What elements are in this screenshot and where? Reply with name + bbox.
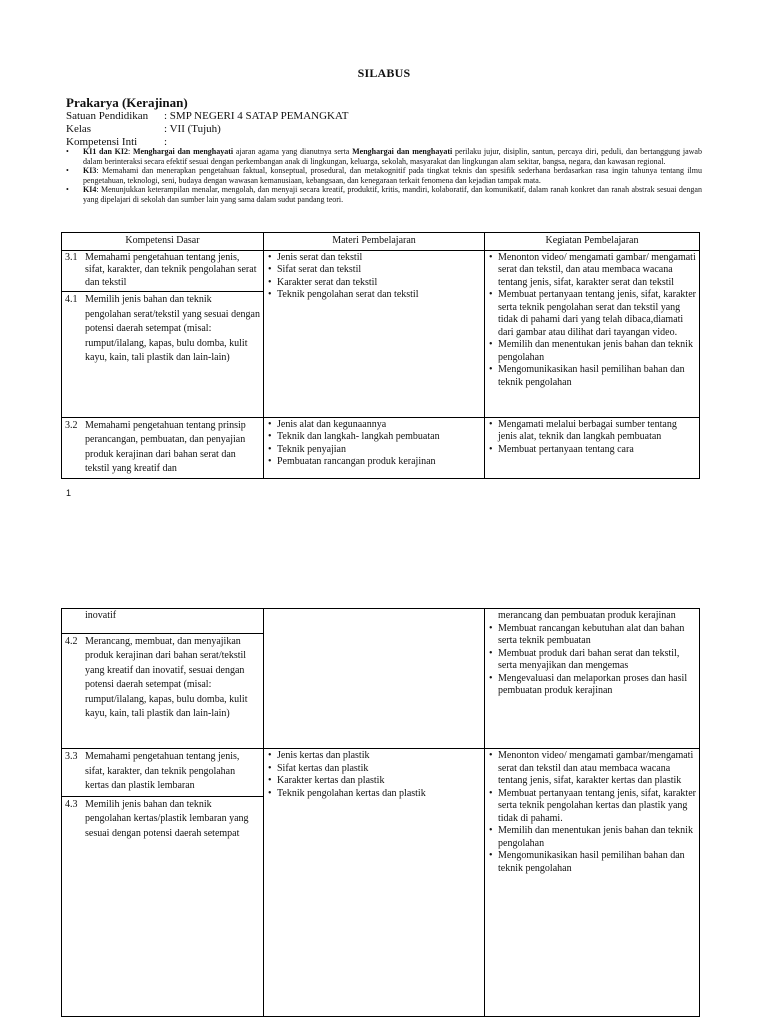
kd-item <box>65 750 260 794</box>
materi-list <box>267 419 481 469</box>
list-item: • Sifat serat dan tekstil <box>267 264 481 277</box>
list-item: • Teknik pengolahan kertas dan plastik <box>267 788 481 801</box>
bullet-icon: • <box>66 147 69 156</box>
bullet-icon: • <box>66 185 69 194</box>
kd-text: Memilih jenis bahan dan teknik pengolahan serat/tekstil yang sesuai dengan potensi daerah setempat (misal: rumput/ilalang, kapas, bulu domba, kulit kayu, kain, tali plastik dan lain-lain) <box>85 294 260 363</box>
list-item: • Karakter serat dan tekstil <box>267 277 481 290</box>
list-item: • Pembuatan rancangan produk kerajinan <box>267 456 481 469</box>
kegiatan-list <box>488 419 696 457</box>
list-item: • Jenis serat dan tekstil <box>267 252 481 265</box>
kd-text: Memilih jenis bahan dan teknik pengolahan kertas/plastik lembaran yang sesuai dengan potensi daerah setempat <box>85 798 249 839</box>
ki-sep: : <box>96 166 102 175</box>
materi-cell <box>264 417 485 478</box>
info-row-school <box>66 110 348 122</box>
header-kompetensi-dasar: Kompetensi Dasar <box>62 233 264 251</box>
info-label: Kompetensi Inti <box>66 136 138 148</box>
kd-cell <box>62 609 264 749</box>
info-label: Satuan Pendidikan <box>66 110 149 122</box>
list-item: • Teknik pengolahan serat dan tekstil <box>267 289 481 302</box>
table-row <box>62 749 700 1017</box>
materi-list <box>267 252 481 302</box>
kd-item <box>62 633 263 723</box>
info-value: : <box>164 136 168 148</box>
kd-number: 3.1 <box>65 251 78 263</box>
kd-item <box>65 419 260 477</box>
bullet-icon: • <box>66 166 69 175</box>
list-item: • Mengomunikasikan hasil pemilihan bahan dan teknik pengolahan <box>488 364 696 389</box>
kegiatan-continuation: merancang dan pembuatan produk kerajinan <box>498 610 676 621</box>
info-label: Kelas <box>66 123 92 135</box>
kd-text: Memahami pengetahuan tentang prinsip perancangan, pembuatan, dan penyajian produk kerajinan dari bahan serat dan tekstil yang kreatif dan <box>85 419 246 474</box>
kegiatan-list <box>488 252 696 390</box>
materi-cell <box>264 609 485 749</box>
kd-number: 4.2 <box>65 635 78 647</box>
ki-lead: KI4 <box>83 185 97 194</box>
list-item: • Mengomunikasikan hasil pemilihan bahan dan teknik pengolahan <box>488 850 696 875</box>
ki-bold: Menghargai dan menghayati <box>352 147 453 156</box>
table-row <box>62 250 700 417</box>
kegiatan-cell <box>485 749 700 1017</box>
list-item: • Jenis kertas dan plastik <box>267 750 481 763</box>
list-item: • Teknik penyajian <box>267 444 481 457</box>
kd-continuation: inovatif <box>85 610 117 621</box>
list-item: • Memilih dan menentukan jenis bahan dan teknik pengolahan <box>488 825 696 850</box>
list-item: • Sifat kertas dan plastik <box>267 763 481 776</box>
list-item: • Membuat pertanyaan tentang cara <box>488 444 696 457</box>
kd-item <box>62 796 263 843</box>
list-item: • Menonton video/ mengamati gambar/mengamati serat dan tekstil dan atau membaca wacana tentang jenis, sifat, karakter kertas dan plastik <box>488 750 696 788</box>
list-item: • Memilih dan menentukan jenis bahan dan teknik pengolahan <box>488 339 696 364</box>
kegiatan-list <box>488 623 696 698</box>
kd-number: 4.3 <box>65 798 78 810</box>
ki-text: Memahami dan menerapkan pengetahuan faktual, konseptual, prosedural, dan metakognitif pada tingkat teknis dan spesifik sederhana berdasarkan rasa ingin tahunya tentang ilmu pengetahuan, teknologi, seni, budaya dengan wawasan kemanusiaan, kebangsaan, dan kenegaraan terkait fenomena dan kejadian tampak mata. <box>83 166 703 185</box>
info-value: : VII (Tujuh) <box>164 123 221 135</box>
kegiatan-cell <box>485 250 700 417</box>
kd-text: Memahami pengetahuan tentang jenis, sifat, karakter, dan teknik pengolahan kertas dan plastik lembaran <box>85 751 240 791</box>
kd-cell <box>62 749 264 1017</box>
ki-text: Menunjukkan keterampilan menalar, mengolah, dan menyaji secara kreatif, produktif, kritis, mandiri, kolaboratif, dan komunikatif, dalam ranah konkret dan ranah abstrak sesuai dengan yang dipelajari di sekolah dan sumber lain yang sama dalam sudut pandang teori. <box>83 185 702 204</box>
kd-number: 4.1 <box>65 294 78 305</box>
list-item: • Jenis alat dan kegunaannya <box>267 419 481 432</box>
kd-item <box>62 291 263 367</box>
table-row <box>62 417 700 478</box>
ki-lead: KI3 <box>83 166 97 175</box>
materi-list <box>267 750 481 800</box>
header-materi: Materi Pembelajaran <box>264 233 485 251</box>
ki-item-4 <box>66 185 702 204</box>
document-title: SILABUS <box>357 66 411 80</box>
kd-text: Merancang, membuat, dan menyajikan produk kerajinan dari bahan serat/tekstil yang kreatif dan inovatif, sesuai dengan potensi daerah setempat (misal: rumput/ilalang, kapas, bulu domba, kulit kayu, kain, tali plastik dan lain-lain) <box>85 635 248 719</box>
kd-cell <box>62 250 264 417</box>
subject-heading: Prakarya (Kerajinan) <box>66 95 188 110</box>
ki-text: ajaran agama yang dianutnya serta <box>233 147 353 156</box>
list-item: • Teknik dan langkah- langkah pembuatan <box>267 431 481 444</box>
kd-number: 3.3 <box>65 751 78 762</box>
kegiatan-cell <box>485 609 700 749</box>
ki-item-3 <box>66 166 702 185</box>
list-item: • Menonton video/ mengamati gambar/ mengamati serat dan tekstil, dan atau membaca wacana tentang jenis, sifat, karakter serat dan tekstil <box>488 252 696 290</box>
header-kegiatan: Kegiatan Pembelajaran <box>485 233 700 251</box>
kd-number: 3.2 <box>65 419 78 431</box>
syllabus-table-page-2 <box>61 608 700 1017</box>
list-item: • Mengamati melalui berbagai sumber tentang jenis alat, teknik dan langkah pembuatan <box>488 419 696 444</box>
table-header-row <box>62 233 700 251</box>
kd-item <box>65 252 260 290</box>
ki-item-1-2 <box>66 147 702 166</box>
list-item: • Karakter kertas dan plastik <box>267 775 481 788</box>
kegiatan-cell <box>485 417 700 478</box>
materi-cell <box>264 749 485 1017</box>
ki-text: perilaku jujur, disiplin, santun, percaya diri, peduli, dan bertanggung jawab dalam berinteraksi secara efektif sesuai dengan perkembangan anak di lingkungan, keluarga, sekolah, masyarakat dan lingkungan alam sekitar, bangsa, negara, dan kawasan regional. <box>83 147 702 166</box>
list-item: • Membuat rancangan kebutuhan alat dan bahan serta teknik pembuatan <box>488 623 696 648</box>
kegiatan-list <box>488 750 696 875</box>
materi-cell <box>264 250 485 417</box>
ki-sep: : <box>128 147 133 156</box>
info-row-class <box>66 123 221 135</box>
list-item: • Membuat produk dari bahan serat dan tekstil, serta menyajikan dan mengemas <box>488 648 696 673</box>
kd-cell <box>62 417 264 478</box>
kd-text: Memahami pengetahuan tentang jenis, sifat, karakter, dan teknik pengolahan serat dan tekstil <box>85 251 257 288</box>
kompetensi-inti-list <box>66 147 702 204</box>
table-row <box>62 609 700 749</box>
ki-sep: : <box>96 185 101 194</box>
syllabus-table-page-1 <box>61 232 700 479</box>
list-item: • Mengevaluasi dan melaporkan proses dan hasil pembuatan produk kerajinan <box>488 673 696 698</box>
ki-bold: Menghargai dan menghayati <box>132 147 234 156</box>
list-item: • Membuat pertanyaan tentang jenis, sifat, karakter serta teknik pengolahan serat dan tekstil yang tidak di pahami dari yang telah dibaca,diamati dari gambar atau dilihat dari tayangan video. <box>488 289 696 339</box>
list-item: • Membuat pertanyaan tentang jenis, sifat, karakter serta teknik pengolahan kertas dan plastik yang tidak di pahami. <box>488 788 696 826</box>
ki-lead: KI1 dan KI2 <box>83 147 129 156</box>
info-value: : SMP NEGERI 4 SATAP PEMANGKAT <box>164 110 349 122</box>
page-number: 1 <box>66 488 72 498</box>
